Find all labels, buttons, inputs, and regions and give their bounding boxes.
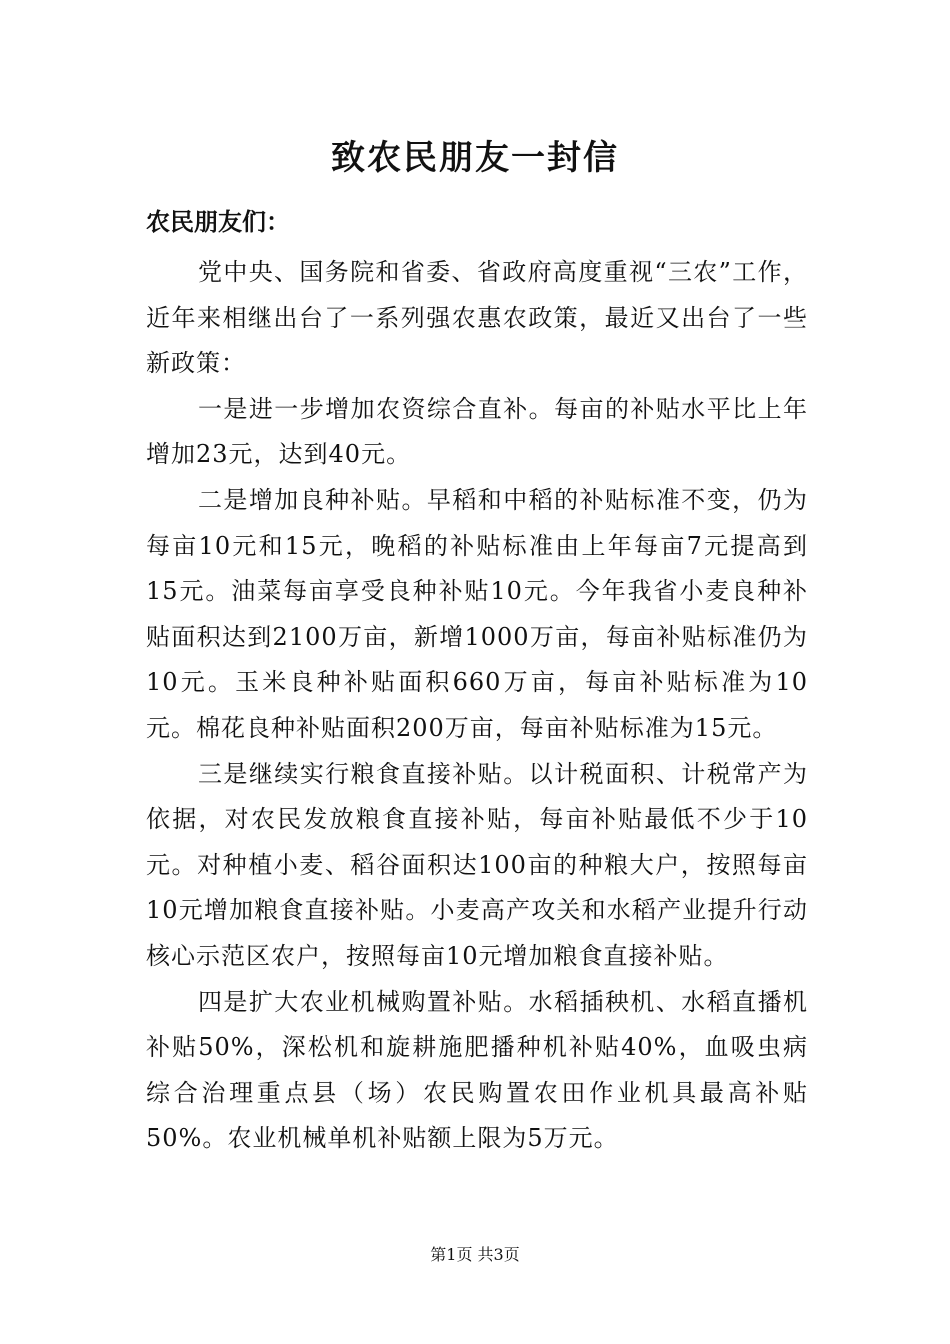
paragraph-policy-2: 二是增加良种补贴。早稻和中稻的补贴标准不变，仍为每亩10元和15元，晚稻的补贴标准由上年每亩7元提高到15元。油菜每亩享受良种补贴10元。今年我省小麦良种补贴面积达到2100万亩，新增1000万亩，每亩补贴标准仍为10元。玉米良种补贴面积660万亩，每亩补贴标准为10元。棉花良种补贴面积200万亩，每亩补贴标准为15元。 [146, 485, 808, 742]
paragraph-policy-4: 四是扩大农业机械购置补贴。水稻插秧机、水稻直播机补贴50%，深松机和旋耕施肥播种机补贴40%，血吸虫病综合治理重点县（场）农民购置农田作业机具最高补贴50%。农业机械单机补贴额上限为5万元。 [146, 987, 808, 1153]
paragraph-intro: 党中央、国务院和省委、省政府高度重视“三农”工作，近年来相继出台了一系列强农惠农政策，最近又出台了一些新政策： [146, 258, 808, 378]
salutation: 农民朋友们： [146, 207, 290, 236]
document-title: 致农民朋友一封信 [331, 138, 619, 178]
letter-body [146, 250, 808, 1162]
page-footer: 第1页 共3页 [430, 1245, 520, 1264]
paragraph-policy-1: 一是进一步增加农资综合直补。每亩的补贴水平比上年增加23元，达到40元。 [146, 394, 808, 469]
paragraph-policy-3: 三是继续实行粮食直接补贴。以计税面积、计税常产为依据，对农民发放粮食直接补贴，每亩补贴最低不少于10元。对种植小麦、稻谷面积达100亩的种粮大户，按照每亩10元增加粮食直接补贴。小麦高产攻关和水稻产业提升行动核心示范区农户，按照每亩10元增加粮食直接补贴。 [146, 759, 808, 970]
